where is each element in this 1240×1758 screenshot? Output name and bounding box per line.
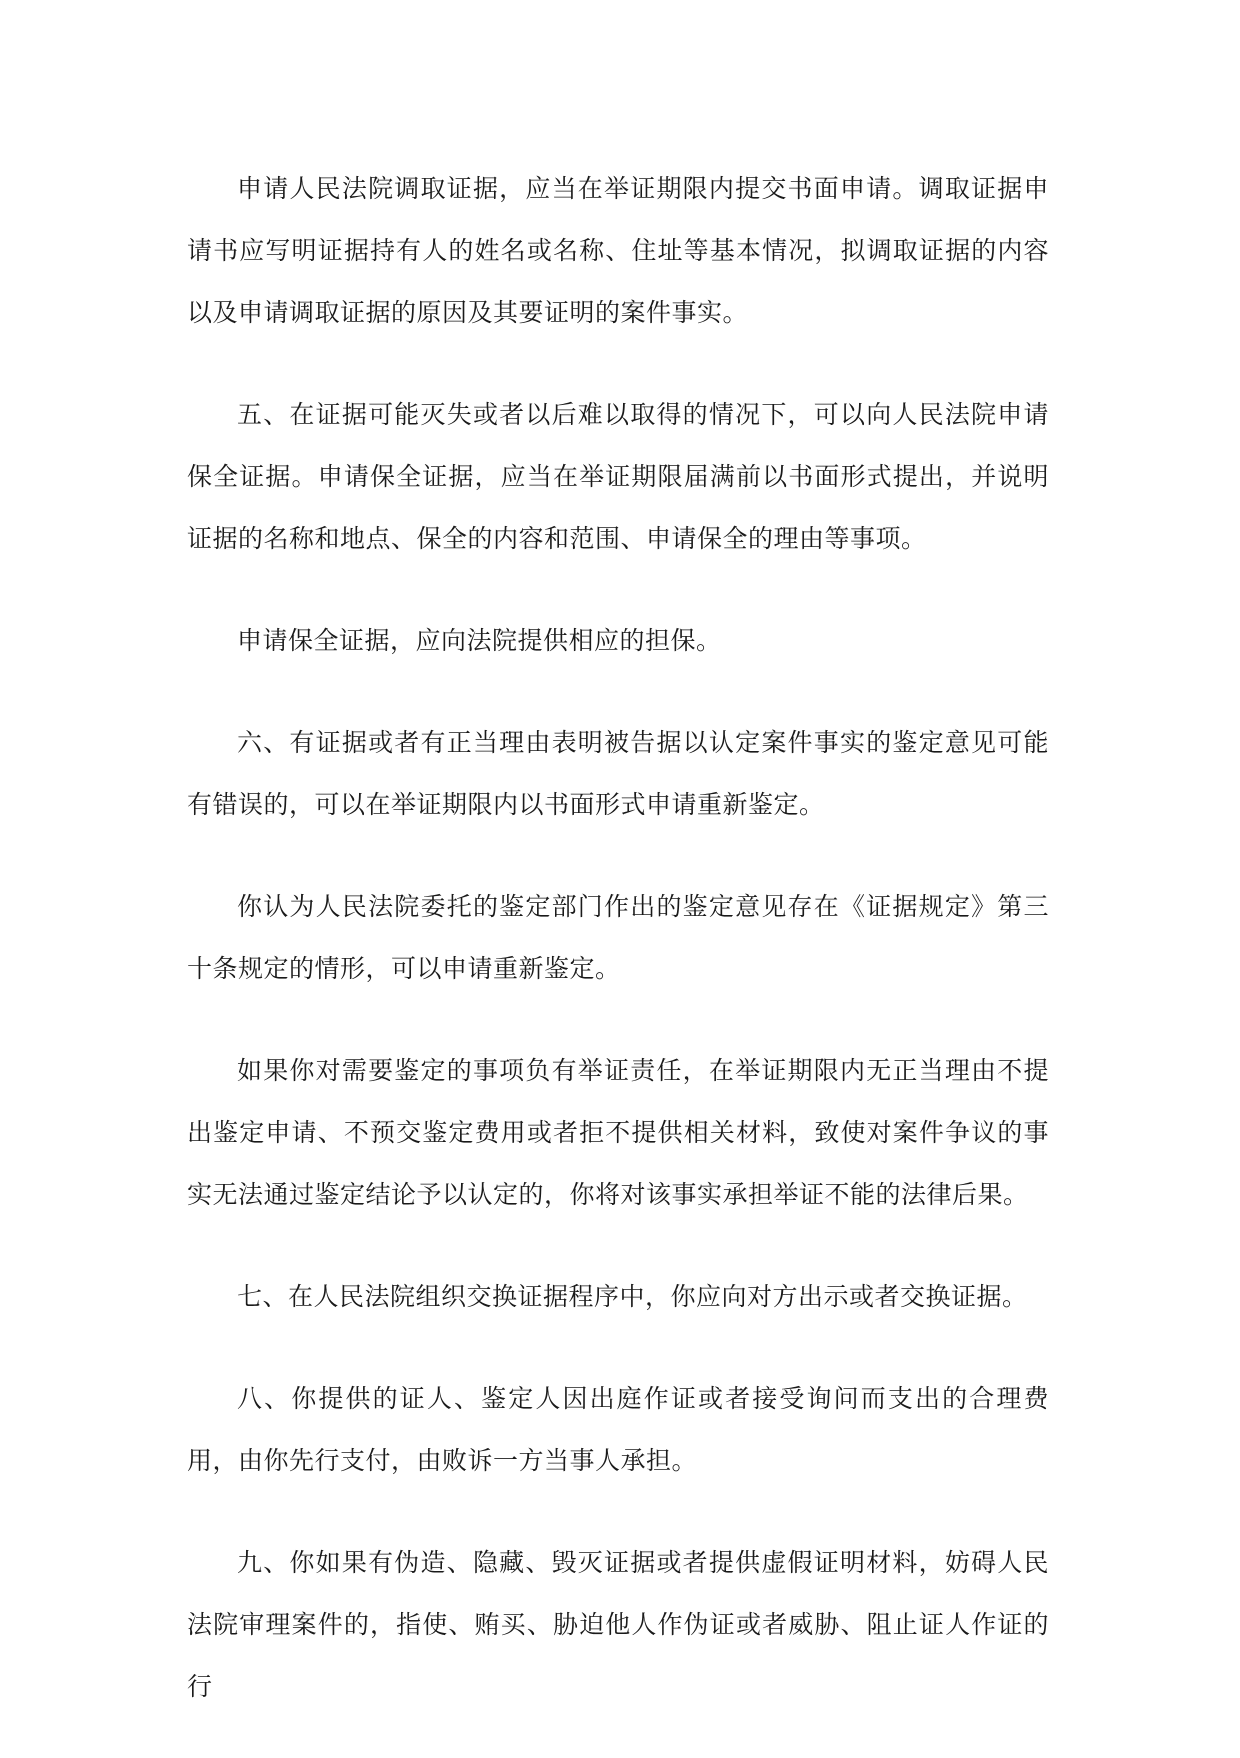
paragraph-item-9-false-evidence: 九、你如果有伪造、隐藏、毁灭证据或者提供虚假证明材料，妨碍人民法院审理案件的，指使、贿买、胁迫他人作伪证或者威胁、阻止证人作证的行 bbox=[187, 1548, 1049, 1701]
paragraph-preservation-guarantee: 申请保全证据，应向法院提供相应的担保。 bbox=[237, 626, 722, 655]
paragraph-item-8-witness-expenses: 八、你提供的证人、鉴定人因出庭作证或者接受询问而支出的合理费用，由你先行支付，由败诉一方当事人承担。 bbox=[187, 1384, 1049, 1475]
paragraph-item-7-evidence-exchange: 七、在人民法院组织交换证据程序中，你应向对方出示或者交换证据。 bbox=[237, 1282, 1028, 1311]
paragraph-item-6-re-appraisal: 六、有证据或者有正当理由表明被告据以认定案件事实的鉴定意见可能有错误的，可以在举证期限内以书面形式申请重新鉴定。 bbox=[187, 728, 1049, 819]
paragraph-evidence-collection-application: 申请人民法院调取证据，应当在举证期限内提交书面申请。调取证据申请书应写明证据持有人的姓名或名称、住址等基本情况，拟调取证据的内容以及申请调取证据的原因及其要证明的案件事实。 bbox=[187, 174, 1049, 327]
paragraph-item-5-evidence-preservation: 五、在证据可能灭失或者以后难以取得的情况下，可以向人民法院申请保全证据。申请保全证据，应当在举证期限届满前以书面形式提出，并说明证据的名称和地点、保全的内容和范围、申请保全的理由等事项。 bbox=[187, 400, 1049, 553]
paragraph-appraisal-burden-of-proof: 如果你对需要鉴定的事项负有举证责任，在举证期限内无正当理由不提出鉴定申请、不预交鉴定费用或者拒不提供相关材料，致使对案件争议的事实无法通过鉴定结论予以认定的，你将对该事实承担举证不能的法律后果。 bbox=[187, 1056, 1049, 1209]
document-body bbox=[187, 158, 1049, 1758]
paragraph-re-appraisal-conditions: 你认为人民法院委托的鉴定部门作出的鉴定意见存在《证据规定》第三十条规定的情形，可以申请重新鉴定。 bbox=[187, 892, 1049, 983]
